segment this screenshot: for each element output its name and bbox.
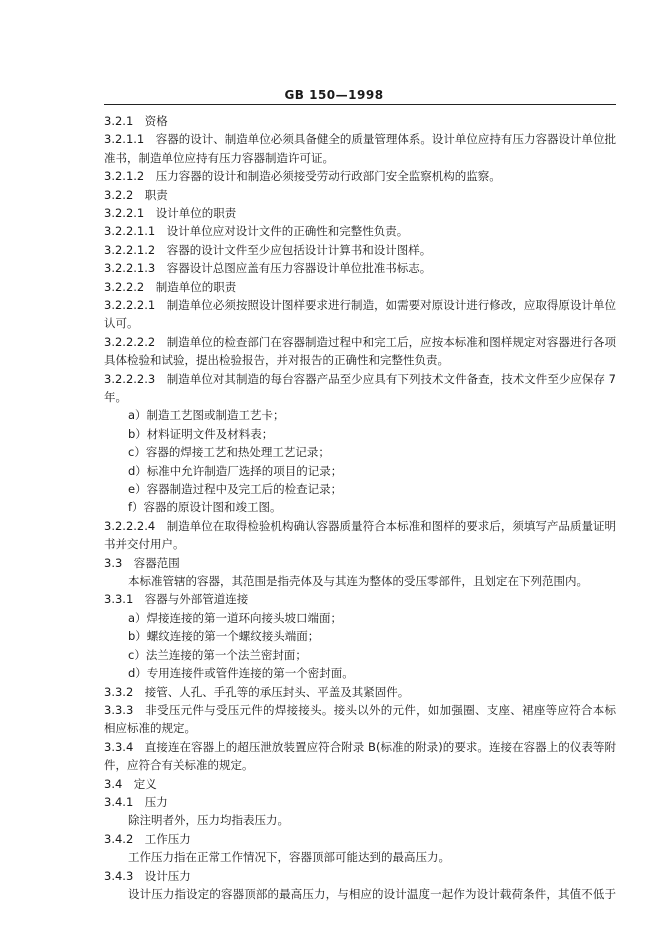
clause-3-2-1-1: 3.2.1.1 容器的设计、制造单位必须具备健全的质量管理体系。设计单位应持有压力容器设计单位批	[104, 132, 616, 147]
clause-3-3-3: 3.3.3 非受压元件与受压元件的焊接接头。接头以外的元件，如加强圈、支座、裙座等应符合本标	[104, 702, 616, 717]
clause-3-2-2-2-1: 3.2.2.2.1 制造单位必须按照设计图样要求进行制造，如需要对原设计进行修改，应取得原设计单位	[104, 298, 616, 313]
list-item-3-3-1-a: a）焊接连接的第一道环向接头坡口端面；	[128, 610, 343, 625]
clause-3-2-2-2-3-cont: 年。	[104, 390, 127, 405]
heading-3-4-1: 3.4.1 压力	[104, 794, 168, 809]
paragraph-3-4-3: 设计压力指设定的容器顶部的最高压力，与相应的设计温度一起作为设计载荷条件，其值不低于	[128, 886, 616, 901]
heading-3-4-3: 3.4.3 设计压力	[104, 868, 191, 883]
clause-3-2-2-1-3: 3.2.2.1.3 容器设计总图应盖有压力容器设计单位批准书标志。	[104, 261, 432, 276]
heading-3-4-2: 3.4.2 工作压力	[104, 831, 191, 846]
clause-3-2-2-2-1-cont: 认可。	[104, 316, 139, 331]
clause-3-2-2-2-2: 3.2.2.2.2 制造单位的检查部门在容器制造过程中和完工后，应按本标准和图样规定对容器进行各项	[104, 334, 616, 349]
list-item-f: f）容器的原设计图和竣工图。	[128, 500, 282, 515]
heading-3-4: 3.4 定义	[104, 776, 157, 791]
clause-3-2-2-1-1: 3.2.2.1.1 设计单位应对设计文件的正确性和完整性负责。	[104, 224, 409, 239]
list-item-c: c）容器的焊接工艺和热处理工艺记录；	[128, 445, 330, 460]
clause-3-2-2-2-4-cont: 书并交付用户。	[104, 537, 185, 552]
paragraph-3-4-2: 工作压力指在正常工作情况下，容器顶部可能达到的最高压力。	[128, 850, 450, 865]
clause-3-3-2: 3.3.2 接管、人孔、手孔等的承压封头、平盖及其紧固件。	[104, 684, 410, 699]
standard-code-header: GB 150—1998	[284, 88, 384, 102]
paragraph-3-4-1: 除注明者外，压力均指表压力。	[128, 813, 289, 828]
heading-3-2-2: 3.2.2 职责	[104, 187, 168, 202]
heading-3-3: 3.3 容器范围	[104, 555, 180, 570]
heading-3-2-2-2: 3.2.2.2 制造单位的职责	[104, 279, 237, 294]
clause-3-2-2-1-2: 3.2.2.1.2 容器的设计文件至少应包括设计计算书和设计图样。	[104, 242, 432, 257]
clause-3-2-1-1-cont: 准书，制造单位应持有压力容器制造许可证。	[104, 150, 334, 165]
header-rule	[104, 104, 616, 105]
clause-3-2-2-2-4: 3.2.2.2.4 制造单位在取得检验机构确认容器质量符合本标准和图样的要求后，须填写产品质量证明	[104, 518, 616, 533]
clause-3-3-4-cont: 件，应符合有关标准的规定。	[104, 758, 254, 773]
list-item-b: b）材料证明文件及材料表；	[128, 426, 274, 441]
clause-3-3-3-cont: 相应标准的规定。	[104, 721, 196, 736]
list-item-3-3-1-b: b）螺纹连接的第一个螺纹接头端面；	[128, 629, 320, 644]
heading-3-2-1: 3.2.1 资格	[104, 114, 168, 128]
clause-3-2-1-2: 3.2.1.2 压力容器的设计和制造必须接受劳动行政部门安全监察机构的监察。	[104, 169, 501, 184]
heading-3-3-1: 3.3.1 容器与外部管道连接	[104, 592, 249, 607]
list-item-e: e）容器制造过程中及完工后的检查记录；	[128, 482, 343, 497]
clause-3-3-4: 3.3.4 直接连在容器上的超压泄放装置应符合附录 B(标准的附录)的要求。连接在容器上的仪表等附	[104, 739, 616, 754]
list-item-a: a）制造工艺图或制造工艺卡；	[128, 408, 285, 423]
clause-3-2-2-2-2-cont: 具体检验和试验，提出检验报告，并对报告的正确性和完整性负责。	[104, 353, 449, 368]
list-item-3-3-1-c: c）法兰连接的第一个法兰密封面；	[128, 647, 307, 662]
paragraph-3-3: 本标准管辖的容器，其范围是指壳体及与其连为整体的受压零部件，且划定在下列范围内。	[128, 574, 588, 589]
list-item-d: d）标准中允许制造厂选择的项目的记录；	[128, 463, 343, 478]
document-body	[104, 112, 616, 903]
heading-3-2-2-1: 3.2.2.1 设计单位的职责	[104, 206, 237, 221]
list-item-3-3-1-d: d）专用连接件或管件连接的第一个密封面。	[128, 666, 354, 681]
clause-3-2-2-2-3: 3.2.2.2.3 制造单位对其制造的每台容器产品至少应具有下列技术文件备查，技术文件至少应保存 7	[104, 371, 616, 386]
